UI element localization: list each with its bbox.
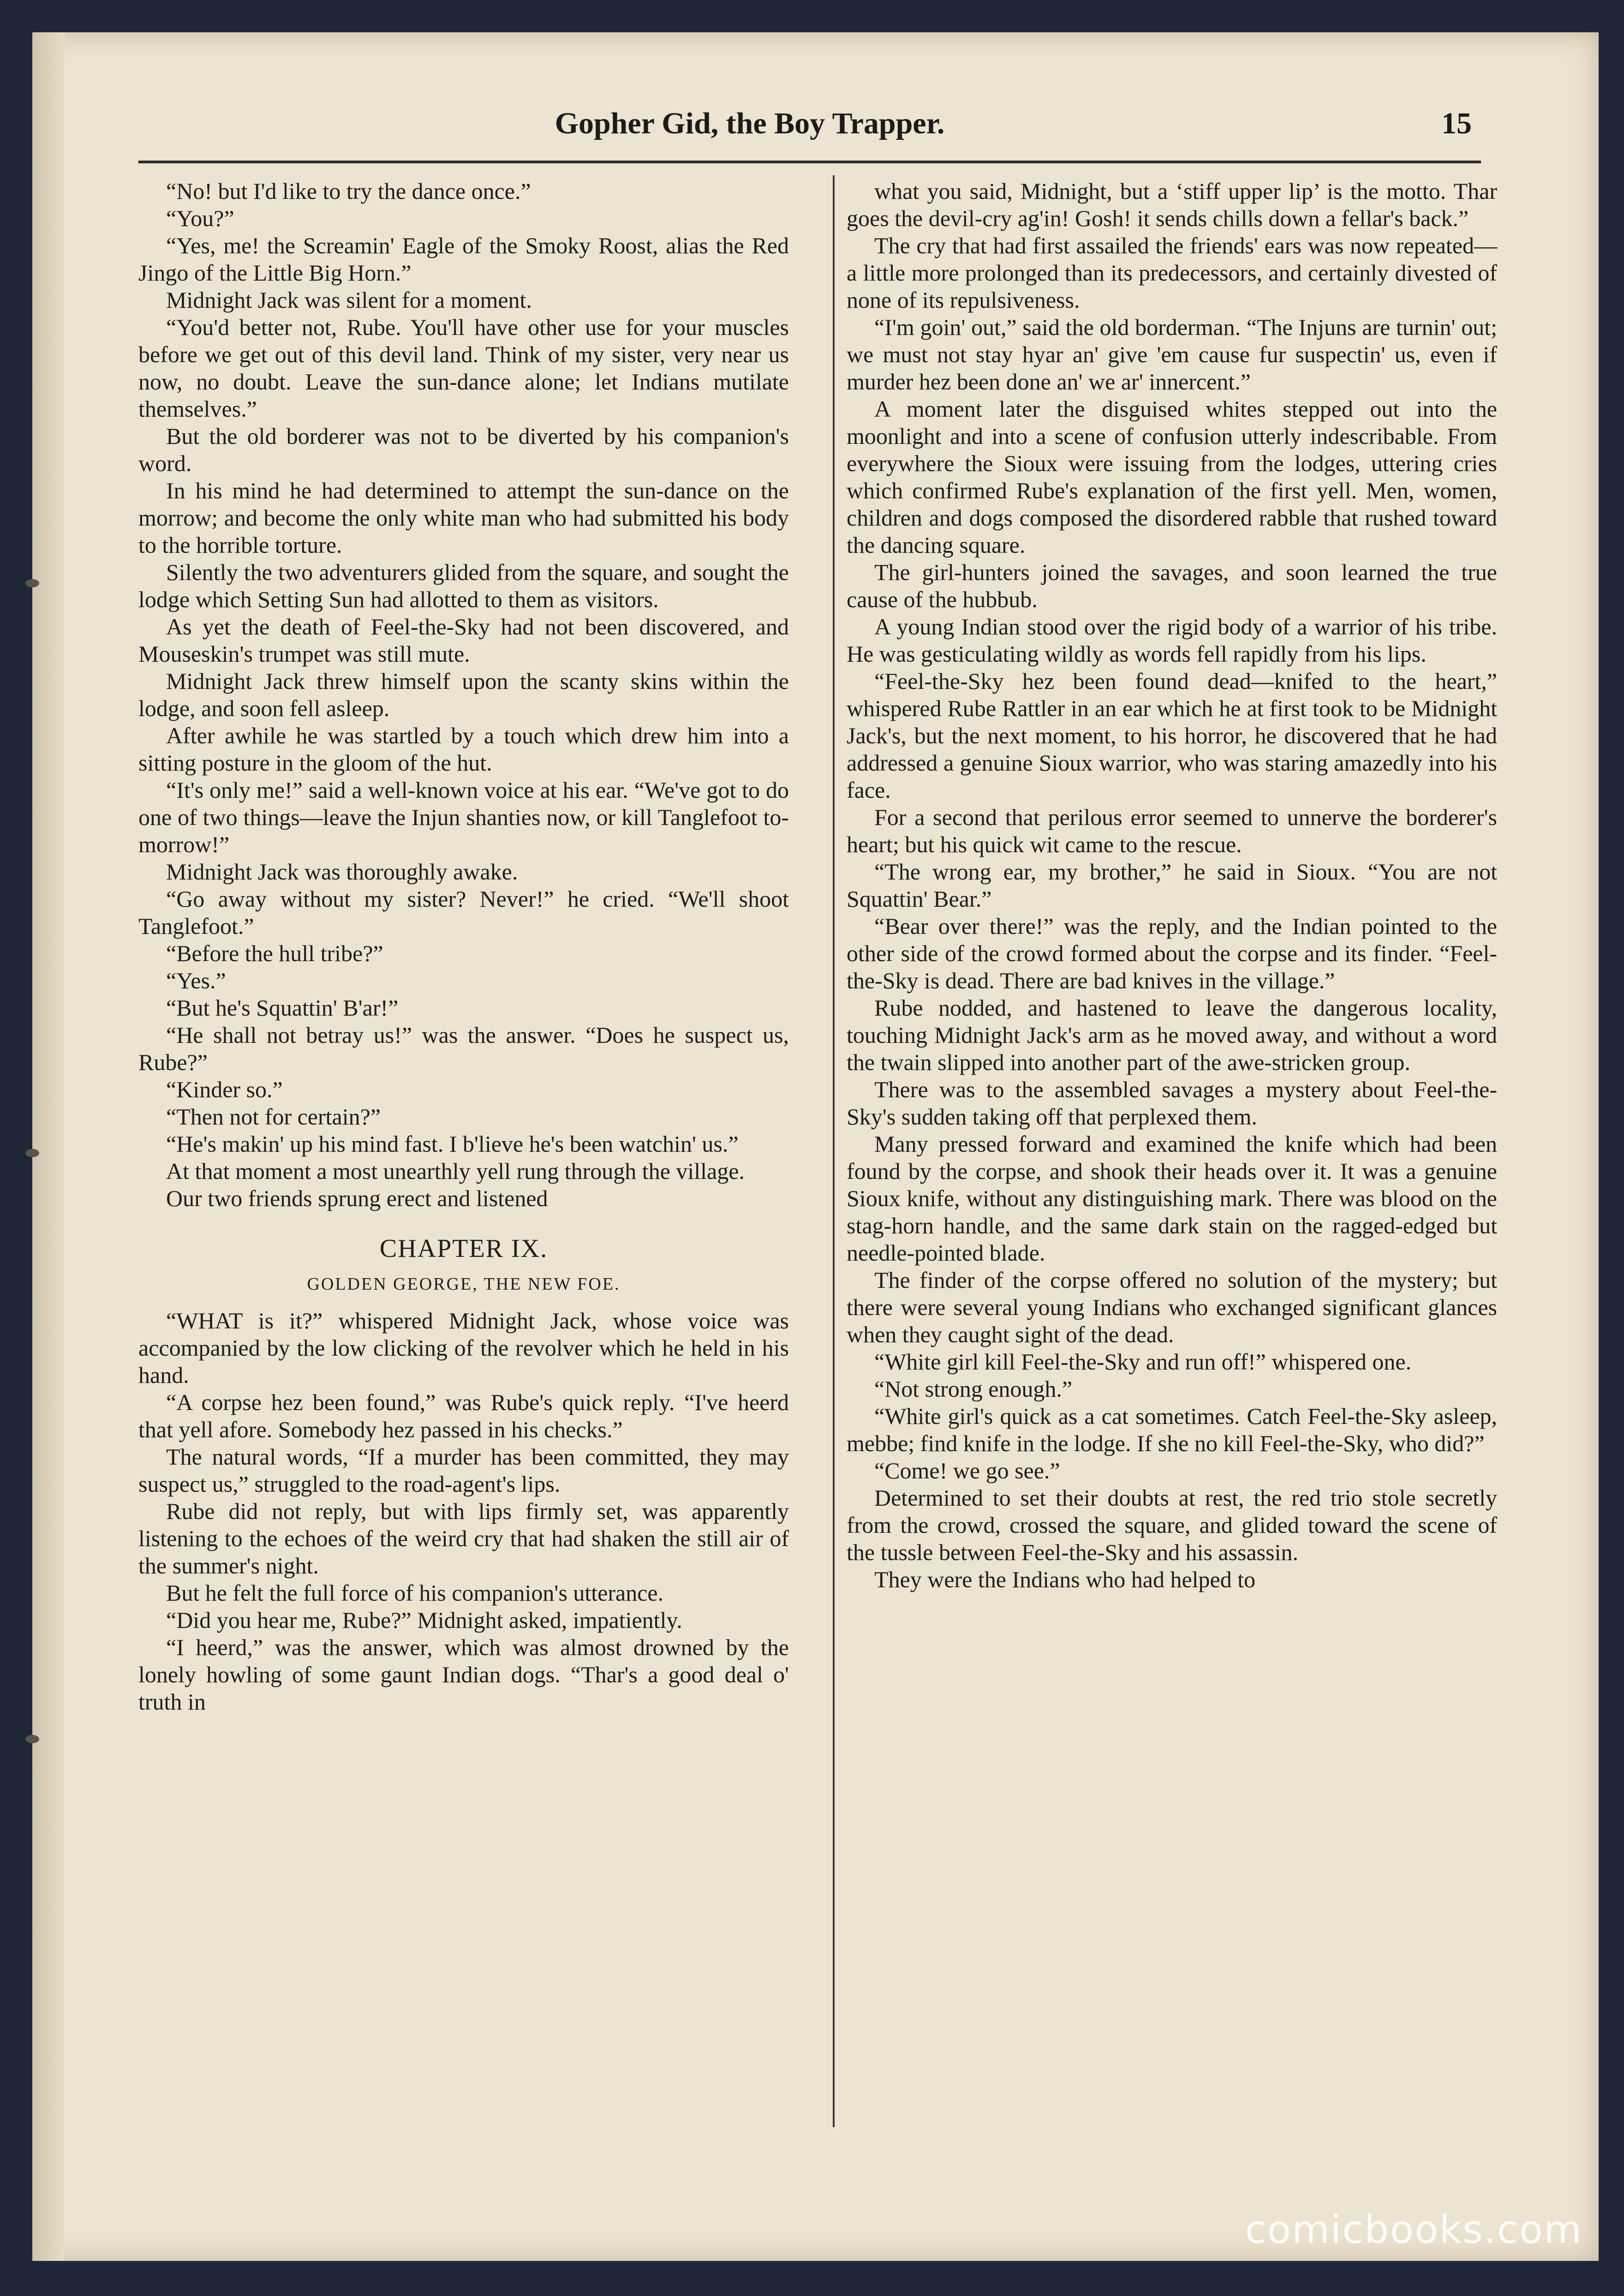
left-column — [138, 178, 789, 1716]
paragraph: Our two friends sprung erect and listened — [166, 1185, 548, 1211]
header-rule — [138, 161, 1481, 163]
chapter-heading: CHAPTER IX. — [379, 1234, 548, 1263]
paragraph: “Come! we go see.” — [874, 1458, 1060, 1483]
paragraph: A young Indian stood over the rigid body of a warrior of his tribe. He was gesticulating wildly as words fell rapidly from his lips. — [847, 614, 1497, 667]
paragraph: The finder of the corpse offered no solution of the mystery; but there were several young Indians who exchanged significant glances when they caught sight of the dead. — [847, 1267, 1497, 1347]
paragraph: In his mind he had determined to attempt the sun-dance on the morrow; and become the only white man who had submitted his body to the horrible torture. — [138, 478, 789, 558]
paragraph: At that moment a most unearthly yell rung through the village. — [166, 1158, 745, 1184]
paragraph: “White girl's quick as a cat sometimes. Catch Feel-the-Sky asleep, mebbe; find knife in the lodge. If she no kill Feel-the-Sky, who did?” — [847, 1403, 1497, 1456]
paragraph: A moment later the disguised whites stepped out into the moonlight and into a scene of confusion utterly indescribable. From everywhere the Sioux were issuing from the lodges, uttering cries which confirmed Rube's explanation of the first yell. Men, women, children and dogs composed the disordered rabble that rushed toward the dancing square. — [847, 396, 1497, 558]
staple-hole — [25, 1735, 39, 1743]
column-divider — [833, 175, 835, 2127]
right-column-text — [847, 178, 1497, 1593]
paragraph: “A corpse hez been found,” was Rube's quick reply. “I've heerd that yell afore. Somebody hez passed in his checks.” — [138, 1389, 789, 1442]
paragraph: Determined to set their doubts at rest, the red trio stole secretly from the crowd, crossed the square, and glided toward the scene of the tussle between Feel-the-Sky and his assassin. — [847, 1485, 1497, 1565]
right-column — [847, 178, 1497, 1593]
paragraph: After awhile he was startled by a touch which drew him into a sitting posture in the gloom of the hut. — [138, 723, 789, 776]
paragraph: “You'd better not, Rube. You'll have other use for your muscles before we get out of this devil land. Think of my sister, very near us now, no doubt. Leave the sun-dance alone; let Indians mutilate themselves.” — [138, 314, 789, 422]
paragraph: “Bear over there!” was the reply, and the Indian pointed to the other side of the crowd formed about the corpse and its finder. “Feel-the-Sky is dead. There are bad knives in the village.” — [847, 913, 1497, 993]
paragraph: “Go away without my sister? Never!” he cried. “We'll shoot Tanglefoot.” — [138, 886, 789, 939]
paragraph: “Yes, me! the Screamin' Eagle of the Smoky Roost, alias the Red Jingo of the Little Big Horn.” — [138, 233, 789, 286]
staple-hole — [25, 1149, 39, 1157]
paragraph: They were the Indians who had helped to — [874, 1567, 1256, 1592]
staple-hole — [25, 579, 39, 587]
chapter-subheading: GOLDEN GEORGE, THE NEW FOE. — [307, 1274, 621, 1294]
paragraph: “Before the hull tribe?” — [166, 940, 383, 966]
running-title: Gopher Gid, the Boy Trapper. — [555, 107, 945, 140]
paragraph: “WHAT is it?” whispered Midnight Jack, whose voice was accompanied by the low clicking of the revolver which he held in his hand. — [138, 1308, 789, 1388]
paragraph: For a second that perilous error seemed to unnerve the borderer's heart; but his quick wit came to the rescue. — [847, 804, 1497, 857]
paragraph: “You?” — [166, 205, 234, 231]
paragraph: “He shall not betray us!” was the answer. “Does he suspect us, Rube?” — [138, 1022, 789, 1075]
paragraph: “But he's Squattin' B'ar!” — [166, 995, 399, 1021]
paragraph: Rube nodded, and hastened to leave the dangerous locality, touching Midnight Jack's arm as he moved away, and without a word the twain slipped into another part of the awe-stricken group. — [847, 995, 1497, 1075]
paragraph: The girl-hunters joined the savages, and soon learned the true cause of the hubbub. — [847, 559, 1497, 612]
paragraph: what you said, Midnight, but a ‘stiff upper lip’ is the motto. Thar goes the devil-cry ag'in! Gosh! it sends chills down a fellar's back.” — [847, 178, 1497, 231]
left-column-text — [138, 178, 789, 1212]
left-column-text-continued — [138, 1307, 789, 1716]
paragraph: “Kinder so.” — [166, 1076, 283, 1102]
paragraph: “Did you hear me, Rube?” Midnight asked, impatiently. — [166, 1607, 682, 1633]
running-header — [138, 92, 1481, 157]
paragraph: “White girl kill Feel-the-Sky and run off!” whispered one. — [874, 1349, 1412, 1375]
paragraph: “Then not for certain?” — [166, 1104, 381, 1130]
paragraph: “Yes.” — [166, 968, 226, 993]
paragraph: Many pressed forward and examined the knife which had been found by the corpse, and shook their heads over it. It was a genuine Sioux knife, without any distinguishing mark. There was blood on the stag-horn handle, and the same dark stain on the ragged-edged but needle-pointed blade. — [847, 1131, 1497, 1266]
paragraph: “The wrong ear, my brother,” he said in Sioux. “You are not Squattin' Bear.” — [847, 859, 1497, 912]
page-spine — [32, 32, 65, 2261]
paragraph: “Feel-the-Sky hez been found dead—knifed to the heart,” whispered Rube Rattler in an ear which he at first took to be Midnight Jack's, but the next moment, to his horror, he discovered that he had addressed a genuine Sioux warrior, who was staring amazedly into his face. — [847, 668, 1497, 803]
paragraph: There was to the assembled savages a mystery about Feel-the-Sky's sudden taking off that perplexed them. — [847, 1076, 1497, 1130]
paragraph: “It's only me!” said a well-known voice at his ear. “We've got to do one of two things—leave the Injun shanties now, or kill Tanglefoot to-morrow!” — [138, 777, 789, 857]
paragraph: “He's makin' up his mind fast. I b'lieve he's been watchin' us.” — [166, 1131, 739, 1157]
page-number: 15 — [1441, 107, 1472, 140]
paragraph: Midnight Jack threw himself upon the scanty skins within the lodge, and soon fell asleep. — [138, 668, 789, 721]
paragraph: Silently the two adventurers glided from the square, and sought the lodge which Setting Sun had allotted to them as visitors. — [138, 559, 789, 612]
paragraph: But the old borderer was not to be diverted by his companion's word. — [138, 423, 789, 476]
paragraph: The cry that had first assailed the friends' ears was now repeated—a little more prolonged than its predecessors, and certainly divested of none of its repulsiveness. — [847, 233, 1497, 313]
paragraph: Rube did not reply, but with lips firmly set, was apparently listening to the echoes of the weird cry that had shaken the still air of the summer's night. — [138, 1498, 789, 1578]
paragraph: “No! but I'd like to try the dance once.” — [166, 178, 531, 204]
paragraph: Midnight Jack was thoroughly awake. — [166, 859, 518, 885]
watermark: comicbooks.com — [1245, 2207, 1582, 2252]
paragraph: “I heerd,” was the answer, which was almost drowned by the lonely howling of some gaunt Indian dogs. “Thar's a good deal o' truth in — [138, 1634, 789, 1715]
paragraph: But he felt the full force of his companion's utterance. — [166, 1580, 664, 1606]
paragraph: “I'm goin' out,” said the old borderman. “The Injuns are turnin' out; we must not stay hyar an' give 'em cause fur suspectin' us, even if murder hez been done an' we ar' innercent.” — [847, 314, 1497, 395]
paragraph: The natural words, “If a murder has been committed, they may suspect us,” struggled to the road-agent's lips. — [138, 1444, 789, 1497]
paragraph: As yet the death of Feel-the-Sky had not been discovered, and Mouseskin's trumpet was still mute. — [138, 614, 789, 667]
paragraph: Midnight Jack was silent for a moment. — [166, 287, 532, 313]
paragraph: “Not strong enough.” — [874, 1376, 1073, 1402]
